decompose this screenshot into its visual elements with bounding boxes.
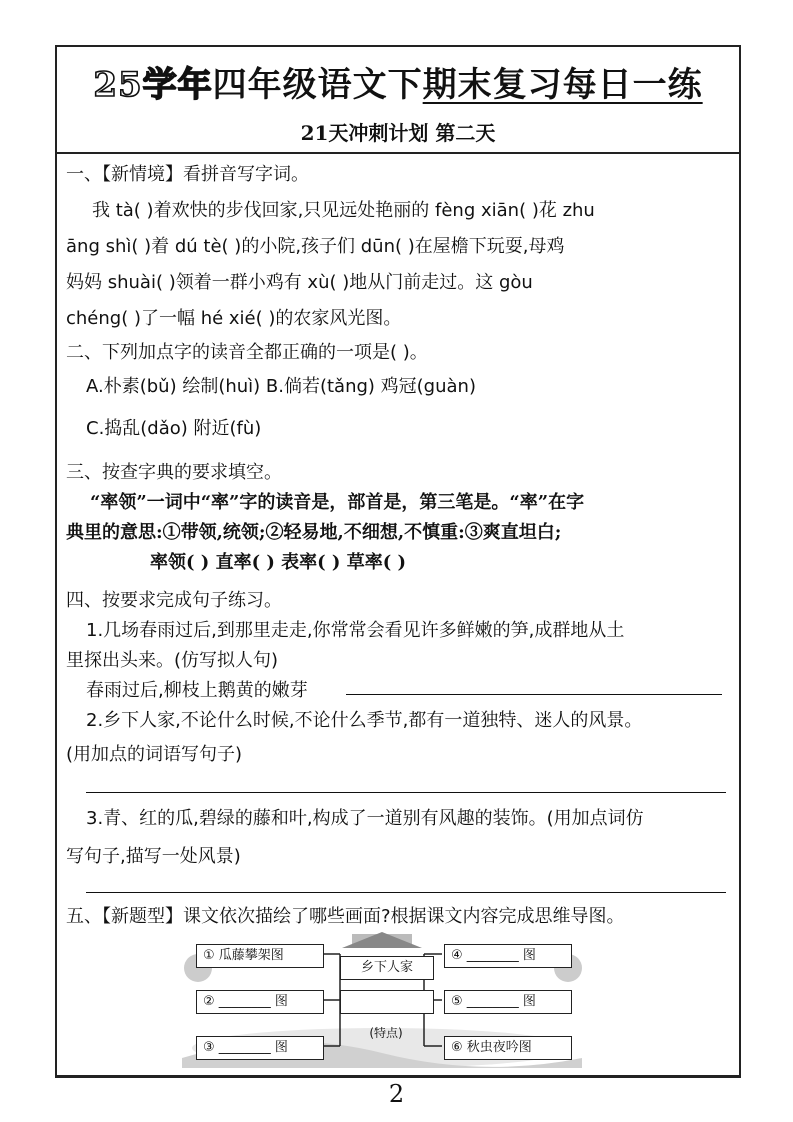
title-year: 25学年 [93, 65, 213, 105]
section4-q2-line-1: 2.乡下人家,不论什么时候,不论什么季节,都有一道独特、迷人的风景。 [86, 710, 643, 731]
footer-divider [55, 1076, 741, 1078]
mindmap-right-6: ⑥ 秋虫夜吟图 [444, 1036, 572, 1060]
title-grade: 四年级语文下 [212, 65, 423, 105]
section1-line-4: chéng( )了一幅 hé xié( )的农家风光图。 [66, 308, 402, 329]
page-number: 2 [388, 1080, 405, 1108]
mindmap-center-title: 乡下人家 [340, 956, 434, 980]
section2-option-c: C.捣乱(dǎo) 附近(fù) [86, 418, 262, 439]
mindmap-left-1: ① 瓜藤攀架图 [196, 944, 324, 968]
section3-line-2: 典里的意思:①带领,统领;②轻易地,不细想,不慎重:③爽直坦白; [66, 522, 562, 543]
section4-heading: 四、按要求完成句子练习。 [66, 590, 282, 611]
page-title [58, 58, 738, 112]
section3-heading: 三、按查字典的要求填空。 [66, 462, 282, 483]
mindmap-left-3[interactable]: ③ ________ 图 [196, 1036, 324, 1060]
section1-line-1: 我 tà( )着欢快的步伐回家,只见远处艳丽的 fèng xiān( )花 zhu [92, 200, 595, 221]
section3-line-1: “率领”一词中“率”字的读音是，部首是，第三笔是。“率”在字 [90, 492, 585, 513]
q2-answer-line[interactable] [86, 792, 726, 793]
section2-heading: 二、下列加点字的读音全都正确的一项是( )。 [66, 342, 428, 363]
section3-line-3: 率领( ) 直率( ) 表率( ) 草率( ) [150, 552, 406, 573]
mindmap-left-2[interactable]: ② ________ 图 [196, 990, 324, 1014]
q1-answer-line[interactable] [346, 694, 722, 695]
section1-heading: 一、【新情境】看拼音写字词。 [66, 164, 309, 185]
section5-heading: 五、【新题型】课文依次描绘了哪些画面?根据课文内容完成思维导图。 [66, 906, 625, 927]
section1-line-3: 妈妈 shuài( )领着一群小鸡有 xù( )地从门前走过。这 gòu [66, 272, 533, 293]
section2-options-ab: A.朴素(bǔ) 绘制(huì) B.倘若(tǎng) 鸡冠(guàn) [86, 376, 476, 397]
header-divider [55, 152, 741, 154]
q3-answer-line[interactable] [86, 892, 726, 893]
section4-q1-line-1: 1.几场春雨过后,到那里走走,你常常会看见许多鲜嫩的笋,成群地从土 [86, 620, 625, 641]
section4-q3-line-2: 写句子,描写一处风景) [66, 846, 241, 867]
mindmap-center-label: (特点) [369, 1026, 403, 1040]
mindmap-center-blank[interactable] [340, 990, 434, 1014]
mindmap-right-4[interactable]: ④ ________ 图 [444, 944, 572, 968]
section4-q3-line-1: 3.青、红的瓜,碧绿的藤和叶,构成了一道别有风趣的装饰。(用加点词仿 [86, 808, 644, 829]
mindmap-right-5[interactable]: ⑤ ________ 图 [444, 990, 572, 1014]
section4-q2-line-2: (用加点的词语写句子) [66, 744, 243, 765]
page-subtitle: 21天冲刺计划 第二天 [300, 121, 496, 145]
section1-line-2: āng shì( )着 dú tè( )的小院,孩子们 dūn( )在屋檐下玩耍,母鸡 [66, 236, 565, 257]
section4-q1-line-2: 里探出头来。(仿写拟人句) [66, 650, 279, 671]
section4-q1-answer-prefix: 春雨过后,柳枝上鹅黄的嫩芽 [86, 680, 308, 701]
title-review: 期末复习每日一练 [422, 65, 703, 105]
